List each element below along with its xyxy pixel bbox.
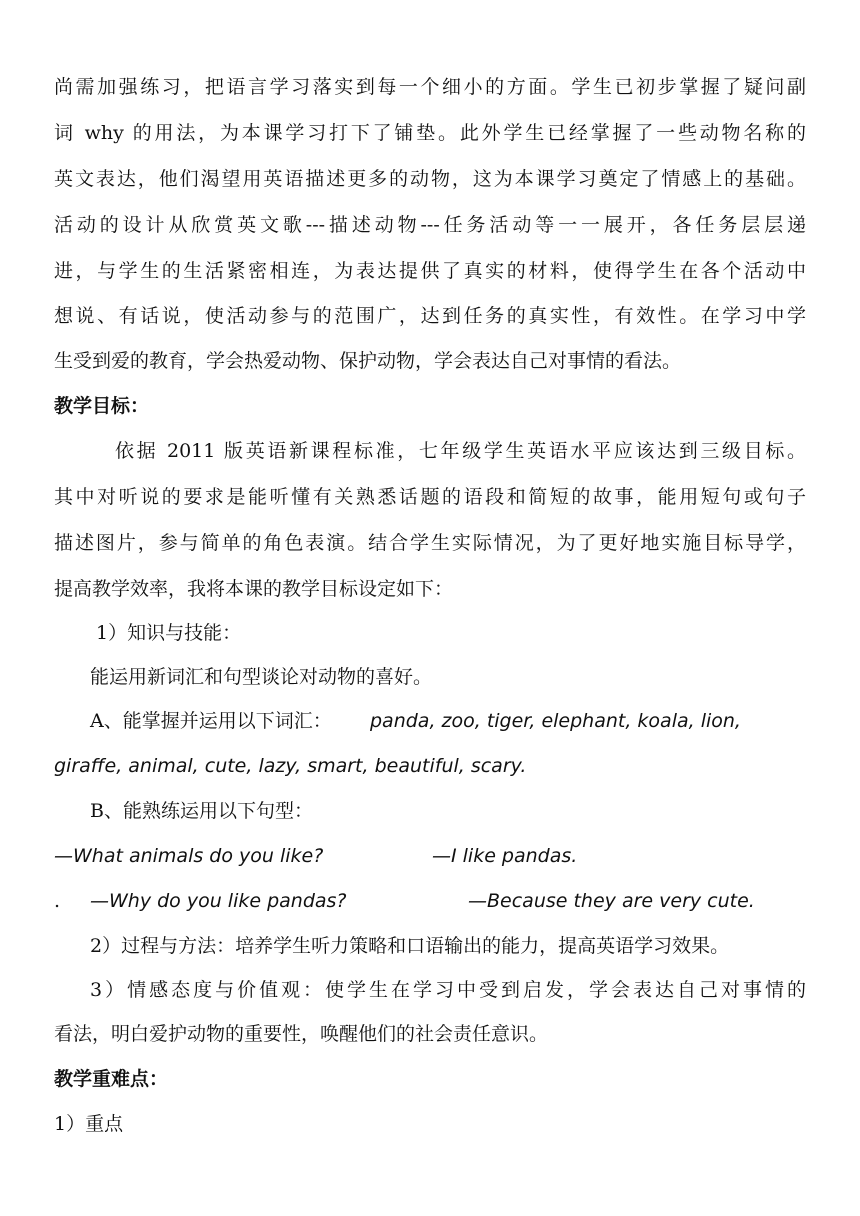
sentence-pattern-title: B、能熟练运用以下句型： xyxy=(90,800,313,822)
goal-item-knowledge-desc: 能运用新词汇和句型谈论对动物的喜好。 xyxy=(90,666,433,688)
paragraph-line: 进，与学生的生活紧密相连，为表达提供了真实的材料，使得学生在各个活动中 xyxy=(54,260,806,282)
dialog-question-1: —What animals do you like? xyxy=(54,845,324,867)
dialog-dot: . xyxy=(54,890,61,912)
paragraph-line: 想说、有话说，使活动参与的范围广，达到任务的真实性，有效性。在学习中学 xyxy=(54,305,806,327)
paragraph-line: 词 why 的用法，为本课学习打下了铺垫。此外学生已经掌握了一些动物名称的 xyxy=(54,122,806,144)
paragraph-line: 生受到爱的教育，学会热爱动物、保护动物，学会表达自己对事情的看法。 xyxy=(54,350,682,372)
paragraph-line: 英文表达，他们渴望用英语描述更多的动物，这为本课学习奠定了情感上的基础。 xyxy=(54,168,806,190)
vocab-words-line1: panda, zoo, tiger, elephant, koala, lion, xyxy=(370,710,741,732)
key-point-item-1: 1）重点 xyxy=(54,1113,124,1135)
paragraph-line: 尚需加强练习，把语言学习落实到每一个细小的方面。学生已初步掌握了疑问副 xyxy=(54,76,806,98)
vocab-words-line2: giraffe, animal, cute, lazy, smart, beautiful, scary. xyxy=(54,755,527,777)
dialog-answer-1: —I like pandas. xyxy=(432,845,578,867)
paragraph-line: 活动的设计从欣赏英文歌---描述动物---任务活动等一一展开，各任务层层递 xyxy=(54,214,806,236)
dialog-answer-2: —Because they are very cute. xyxy=(468,890,755,912)
section-heading-goals: 教学目标： xyxy=(54,395,150,417)
dialog-question-2: —Why do you like pandas? xyxy=(90,890,347,912)
goal-item-knowledge-title: 1）知识与技能： xyxy=(96,622,242,644)
goal-item-attitude-line2: 看法，明白爱护动物的重要性，唤醒他们的社会责任意识。 xyxy=(54,1023,549,1045)
goal-item-attitude-line1: 3）情感态度与价值观：使学生在学习中受到启发，学会表达自己对事情的 xyxy=(90,979,806,1001)
section-heading-key-points: 教学重难点： xyxy=(54,1068,169,1090)
paragraph-line: 提高教学效率，我将本课的教学目标设定如下： xyxy=(54,578,454,600)
paragraph-line: 依据 2011 版英语新课程标准，七年级学生英语水平应该达到三级目标。 xyxy=(115,440,806,462)
vocab-item-prefix: A、能掌握并运用以下词汇： xyxy=(90,710,332,732)
paragraph-line: 描述图片，参与简单的角色表演。结合学生实际情况，为了更好地实施目标导学， xyxy=(54,532,806,554)
paragraph-line: 其中对听说的要求是能听懂有关熟悉话题的语段和简短的故事，能用短句或句子 xyxy=(54,486,806,508)
goal-item-process: 2）过程与方法：培养学生听力策略和口语输出的能力，提高英语学习效果。 xyxy=(90,935,730,957)
